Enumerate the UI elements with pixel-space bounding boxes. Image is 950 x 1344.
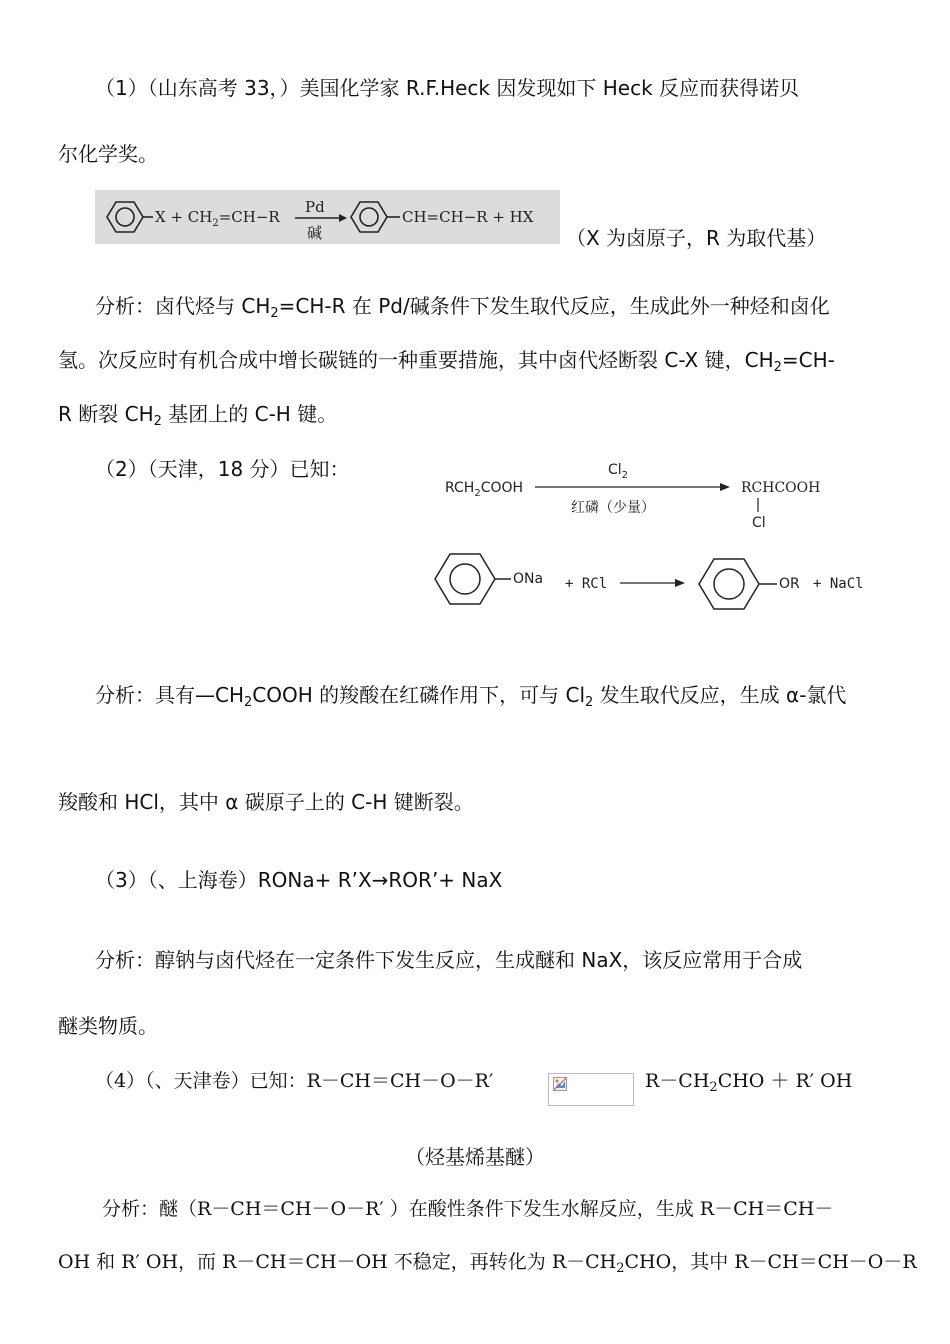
question-number: （1） xyxy=(95,76,148,100)
phenoxide-ona: ONa xyxy=(513,571,544,587)
question-3-line: （3）（、上海卷）RONa+ R’X→ROR’+ NaX xyxy=(95,868,503,892)
analysis-4-line-1: 分析：醚（R－CH＝CH－O－R′ ）在酸性条件下发生水解反应，生成 R－CH＝CH－ xyxy=(102,1198,834,1220)
question-1-line xyxy=(95,74,799,102)
broken-image-placeholder xyxy=(548,1073,634,1106)
ether-or: OR xyxy=(779,576,800,592)
broken-image-icon xyxy=(553,1077,567,1091)
product-nacl: + NaCl xyxy=(813,576,864,592)
analysis-1-line-3: R 断裂 $CH_2$ 基团上的 C-H 键。 xyxy=(58,402,338,429)
question-2-line: （2）（天津，18 分）已知： xyxy=(95,457,350,481)
catalyst-red-phosphorus: 红磷（少量） xyxy=(571,500,655,516)
product-cl-substituent: Cl xyxy=(752,515,766,531)
question-1-text: （山东高考 33，）美国化学家 R.F.Heck 因发现如下 Heck 反应而获得诺贝 xyxy=(147,76,800,100)
reagent-rcl: + RCl xyxy=(565,576,608,592)
heck-reaction-image xyxy=(95,190,560,244)
analysis-2-line-1: 分析：具有$—CH_2COOH$ 的羧酸在红磷作用下，可与 $Cl_2$ 发生取代反应，生成 α-氯代 xyxy=(95,683,847,710)
analysis-2-line-2: 羧酸和 HCl，其中 α 碳原子上的 C-H 键断裂。 xyxy=(58,790,474,814)
figure-1-note: （X 为卤原子，R 为取代基） xyxy=(566,226,827,250)
figure-4-caption: （烃基烯基醚） xyxy=(405,1145,545,1169)
question-1-line-2: 尔化学奖。 xyxy=(58,142,158,166)
analysis-4-line-2: OH 和 R′ OH，而 R－CH＝CH－OH 不稳定，再转化为 $R-CH_2CHO$，其中 R－CH＝CH－O－R xyxy=(58,1251,917,1276)
analysis-3-line-2: 醚类物质。 xyxy=(58,1014,158,1038)
catalyst-base: 碱 xyxy=(307,224,323,242)
analysis-1-line-2: 氢。次反应时有机合成中增长碳链的一种重要措施，其中卤代烃断裂 C-X 键，$CH_2=CH-$ xyxy=(58,348,835,375)
question-4-product: $R-CH_2CHO + R'$ OH xyxy=(645,1070,853,1095)
analysis-1-line-1: 分析：卤代烃与 $CH_2=CH-R$ 在 Pd/碱条件下发生取代反应，生成此外一种烃和卤化 xyxy=(95,294,830,321)
catalyst-pd: Pd xyxy=(305,198,325,216)
heck-product: CH=CH−R + HX xyxy=(402,208,534,226)
reagent-cl2: $Cl_2$ xyxy=(608,462,629,481)
heck-reagent: $X + CH_2=CH-R$ xyxy=(155,208,280,229)
analysis-3-line-1: 分析：醇钠与卤代烃在一定条件下发生反应，生成醚和 NaX，该反应常用于合成 xyxy=(95,948,803,972)
reactant-rch2cooh: $RCH_2COOH$ xyxy=(445,480,524,499)
question-4-line: （4）（、天津卷）已知：R－CH＝CH－O－R′ xyxy=(95,1070,494,1092)
product-chloro-acid: RCHCOOH xyxy=(741,480,821,496)
benzene-ring-icon xyxy=(107,202,143,232)
reaction-scheme-2 xyxy=(425,452,895,627)
